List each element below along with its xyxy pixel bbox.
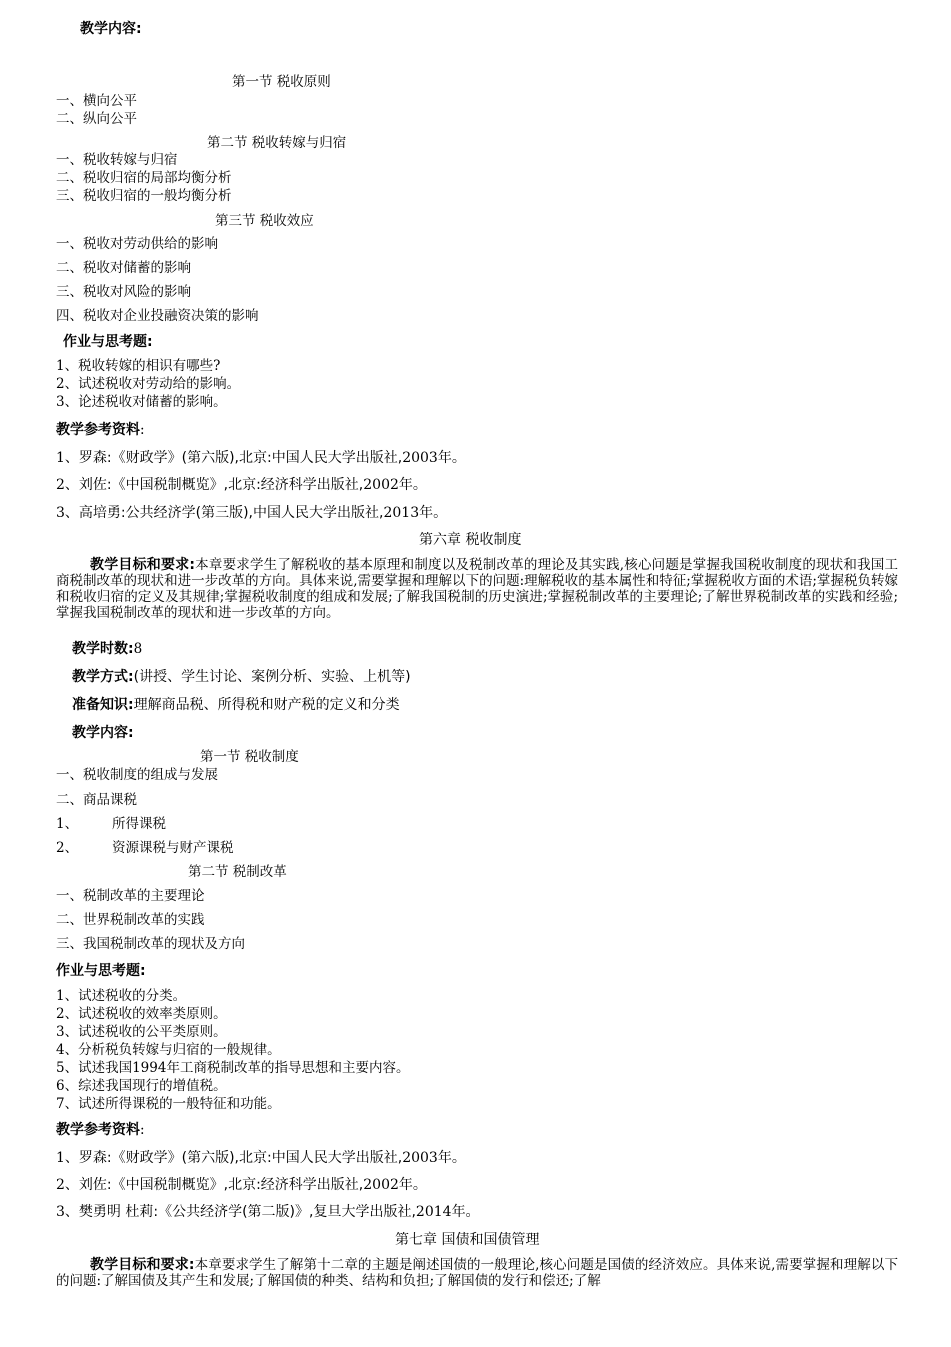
section-title: 第三节 税收效应: [215, 213, 314, 229]
list-item: 一、税制改革的主要理论: [56, 888, 205, 904]
section-title: 第一节 税收原则: [232, 74, 331, 90]
list-item: 一、税收转嫁与归宿: [56, 152, 178, 168]
homework-heading: 作业与思考题:: [63, 334, 153, 350]
list-item: 二、纵向公平: [56, 111, 137, 127]
refs-heading: 教学参考资料:: [56, 1122, 145, 1138]
homework-item: 3、论述税收对储蓄的影响。: [56, 394, 227, 410]
homework-item: 4、分析税负转嫁与归宿的一般规律。: [56, 1042, 281, 1058]
homework-item: 2、试述税收的效率类原则。: [56, 1006, 227, 1022]
homework-item: 6、综述我国现行的增值税。: [56, 1078, 227, 1094]
chapter-title: 第六章 税收制度: [419, 532, 522, 548]
list-item: 三、税收对风险的影响: [56, 284, 191, 300]
reference-item: 1、罗森:《财政学》(第六版),北京:中国人民大学出版社,2003年。: [56, 450, 466, 466]
sub-list-item: 2、 资源课税与财产课税: [56, 840, 234, 856]
list-item: 四、税收对企业投融资决策的影响: [56, 308, 259, 324]
teaching-hours: 教学时数:8: [72, 641, 143, 657]
list-item: 二、税收归宿的局部均衡分析: [56, 170, 232, 186]
content-heading: 教学内容:: [80, 21, 142, 37]
list-item: 二、税收对储蓄的影响: [56, 260, 191, 276]
reference-item: 1、罗森:《财政学》(第六版),北京:中国人民大学出版社,2003年。: [56, 1150, 466, 1166]
reference-item: 3、高培勇:公共经济学(第三版),中国人民大学出版社,2013年。: [56, 505, 448, 521]
reference-item: 2、刘佐:《中国税制概览》,北京:经济科学出版社,2002年。: [56, 1177, 427, 1193]
homework-heading: 作业与思考题:: [56, 963, 146, 979]
sub-list-item: 1、 所得课税: [56, 816, 166, 832]
list-item: 一、横向公平: [56, 93, 137, 109]
homework-item: 5、试述我国1994年工商税制改革的指导思想和主要内容。: [56, 1060, 410, 1076]
list-item: 一、税收制度的组成与发展: [56, 767, 218, 783]
reference-item: 2、刘佐:《中国税制概览》,北京:经济科学出版社,2002年。: [56, 477, 427, 493]
list-item: 三、税收归宿的一般均衡分析: [56, 188, 232, 204]
list-item: 三、我国税制改革的现状及方向: [56, 936, 245, 952]
homework-item: 1、试述税收的分类。: [56, 988, 187, 1004]
homework-item: 1、税收转嫁的相识有哪些?: [56, 358, 221, 374]
refs-heading: 教学参考资料:: [56, 422, 145, 438]
homework-item: 3、试述税收的公平类原则。: [56, 1024, 227, 1040]
list-item: 二、世界税制改革的实践: [56, 912, 205, 928]
chapter-title: 第七章 国债和国债管理: [395, 1232, 540, 1248]
list-item: 二、商品课税: [56, 792, 137, 808]
goals-paragraph: 教学目标和要求:本章要求学生了解第十二章的主题是阐述国债的一般理论,核心问题是国债的经济效应。具体来说,需要掌握和理解以下的问题:了解国债及其产生和发展;了解国债的种类、结构和负担;了解国债的发行和偿还;了解: [56, 1257, 898, 1289]
teaching-method: 教学方式:(讲授、学生讨论、案例分析、实验、上机等): [72, 669, 411, 685]
homework-item: 2、试述税收对劳动给的影响。: [56, 376, 241, 392]
reference-item: 3、樊勇明 杜莉:《公共经济学(第二版)》,复旦大学出版社,2014年。: [56, 1204, 480, 1220]
section-title: 第二节 税收转嫁与归宿: [207, 135, 347, 151]
section-title: 第二节 税制改革: [188, 864, 287, 880]
list-item: 一、税收对劳动供给的影响: [56, 236, 218, 252]
prerequisite-knowledge: 准备知识:理解商品税、所得税和财产税的定义和分类: [72, 697, 400, 713]
goals-paragraph: 教学目标和要求:本章要求学生了解税收的基本原理和制度以及税制改革的理论及其实践,核心问题是掌握我国税收制度的现状和我国工商税制改革的现状和进一步改革的方向。具体来说,需要掌握和理解以下的问题:理解税收的基本属性和特征;掌握税收方面的术语;掌握税负转嫁和税收归宿的定义及其规律;掌握税收制度的组成和发展;了解我国税制的历史演进;掌握税制改革的主要理论;了解世界税制改革的实践和经验;掌握我国税制改革的现状和进一步改革的方向。: [56, 557, 898, 621]
section-title: 第一节 税收制度: [200, 749, 299, 765]
content-heading: 教学内容:: [72, 725, 134, 741]
homework-item: 7、试述所得课税的一般特征和功能。: [56, 1096, 281, 1112]
